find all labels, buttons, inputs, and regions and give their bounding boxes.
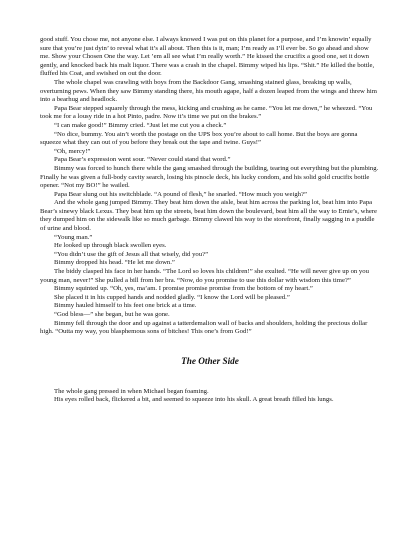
paragraph: “Young man.” — [54, 233, 93, 241]
paragraph: The whole gang pressed in when Michael began foaming. — [54, 387, 209, 395]
paragraph: “No dice, bummy. You ain’t worth the postage on the UPS box you’re about to call home. But the boys are gonna squeeze what they can out of you before they break out the tape and twine. Guys!” — [40, 130, 358, 147]
paragraph: Bimmy squinted up. “Oh, yes, ma’am. I promise promise promise from the bottom of my heart.” — [54, 285, 313, 293]
paragraph: She placed it in his cupped hands and nodded gladly. “I know the Lord will be pleased.” — [54, 293, 290, 301]
paragraph: “Oh, mercy!” — [54, 147, 91, 155]
paragraph: “I can make good!” Bimmy cried. “Just let me cut you a check.” — [54, 121, 227, 129]
body-text-after — [40, 388, 380, 405]
paragraph: He looked up through black swollen eyes. — [54, 242, 167, 250]
paragraph: Papa Bear stepped squarely through the mess, kicking and crushing as he came. “You let me down,” he wheezed. “You took me for a lousy ride in a hot Pinto, padre. Now it’s time we put on the brakes.” — [40, 104, 373, 121]
paragraph: Papa Bear’s expression went sour. “Never could stand that word.” — [54, 156, 231, 164]
paragraph: good stuff. You chose me, not anyone else. I always knowed I was put on this planet for a purpose, and I’m knowin’ equally sure that you’re just dyin’ to reveal what it’s all about. Then this is it, man; I’m ready as I’ll ever be. So go ahead and show me. Show your Chosen One the way. Let ’em all see what I’m really worth.” He kissed the crucifix a good one, set it down gently, and knocked back his malt liquor. There was a crash in the chapel. Bimmy wiped his lips. “Shit.” He killed the bottle, fluffed his Coat, and swished on out the door. — [40, 36, 375, 78]
paragraph: Bimmy dropped his head. “He let me down.” — [54, 259, 175, 267]
paragraph: Bimmy was forced to hunch there while the gang smashed through the building, tearing out everything but the plumbing. Finally he was given a full-body cavity search, losing his pinocle deck, his lucky condom, and his solid gold crucifix bottle opener. “Not my BO!” he wailed. — [40, 164, 379, 190]
paragraph: His eyes rolled back, flickered a bit, and seemed to squeeze into his skull. A great breath filled his lungs. — [54, 396, 334, 404]
paragraph: “You didn’t use the gift of Jesus all that wisely, did you?” — [54, 250, 209, 258]
paragraph: “God bless—” she began, but he was gone. — [54, 311, 170, 318]
paragraph: Bimmy fell through the door and up against a tatterdemalion wall of backs and shoulders, holding the precious dollar high. “Outta my way, you blasphemous sons of bitches! This one’s from God!” — [40, 319, 368, 336]
paragraph: The whole chapel was crawling with boys from the Backdoor Gang, smashing stained glass, breaking up walls, overturning pews. When they saw Bimmy standing there, his mouth agape, half a dozen leaped from the wings and threw him into a bearhug and headlock. — [40, 78, 377, 104]
paragraph: The biddy clasped his face in her hands. “The Lord so loves his children!” she exulted. “He will never give up on you young man, never!” She pulled a bill from her bra. “Now, do you promise to use this dollar with wisdom this time?” — [40, 268, 369, 284]
paragraph: Bimmy hauled himself to his feet one brick at a time. — [54, 302, 197, 310]
body-text — [40, 36, 380, 337]
section-heading: The Other Side — [181, 355, 239, 366]
paragraph: Papa Bear slung out his switchblade. “A pound of flesh,” he snarled. “How much you weigh?” — [54, 190, 307, 198]
paragraph: And the whole gang jumped Bimmy. They beat him down the aisle, beat him across the parking lot, beat him into Papa Bear’s sinewy black Lexus. They beat him up the streets, beat him down the boulevard, beat him all the way to Ernie’s, where they dumped him on the sidewalk like so much garbage. Bimmy clawed his way to the storefront, finally sagging in a puddle of urine and blood. — [40, 199, 378, 233]
